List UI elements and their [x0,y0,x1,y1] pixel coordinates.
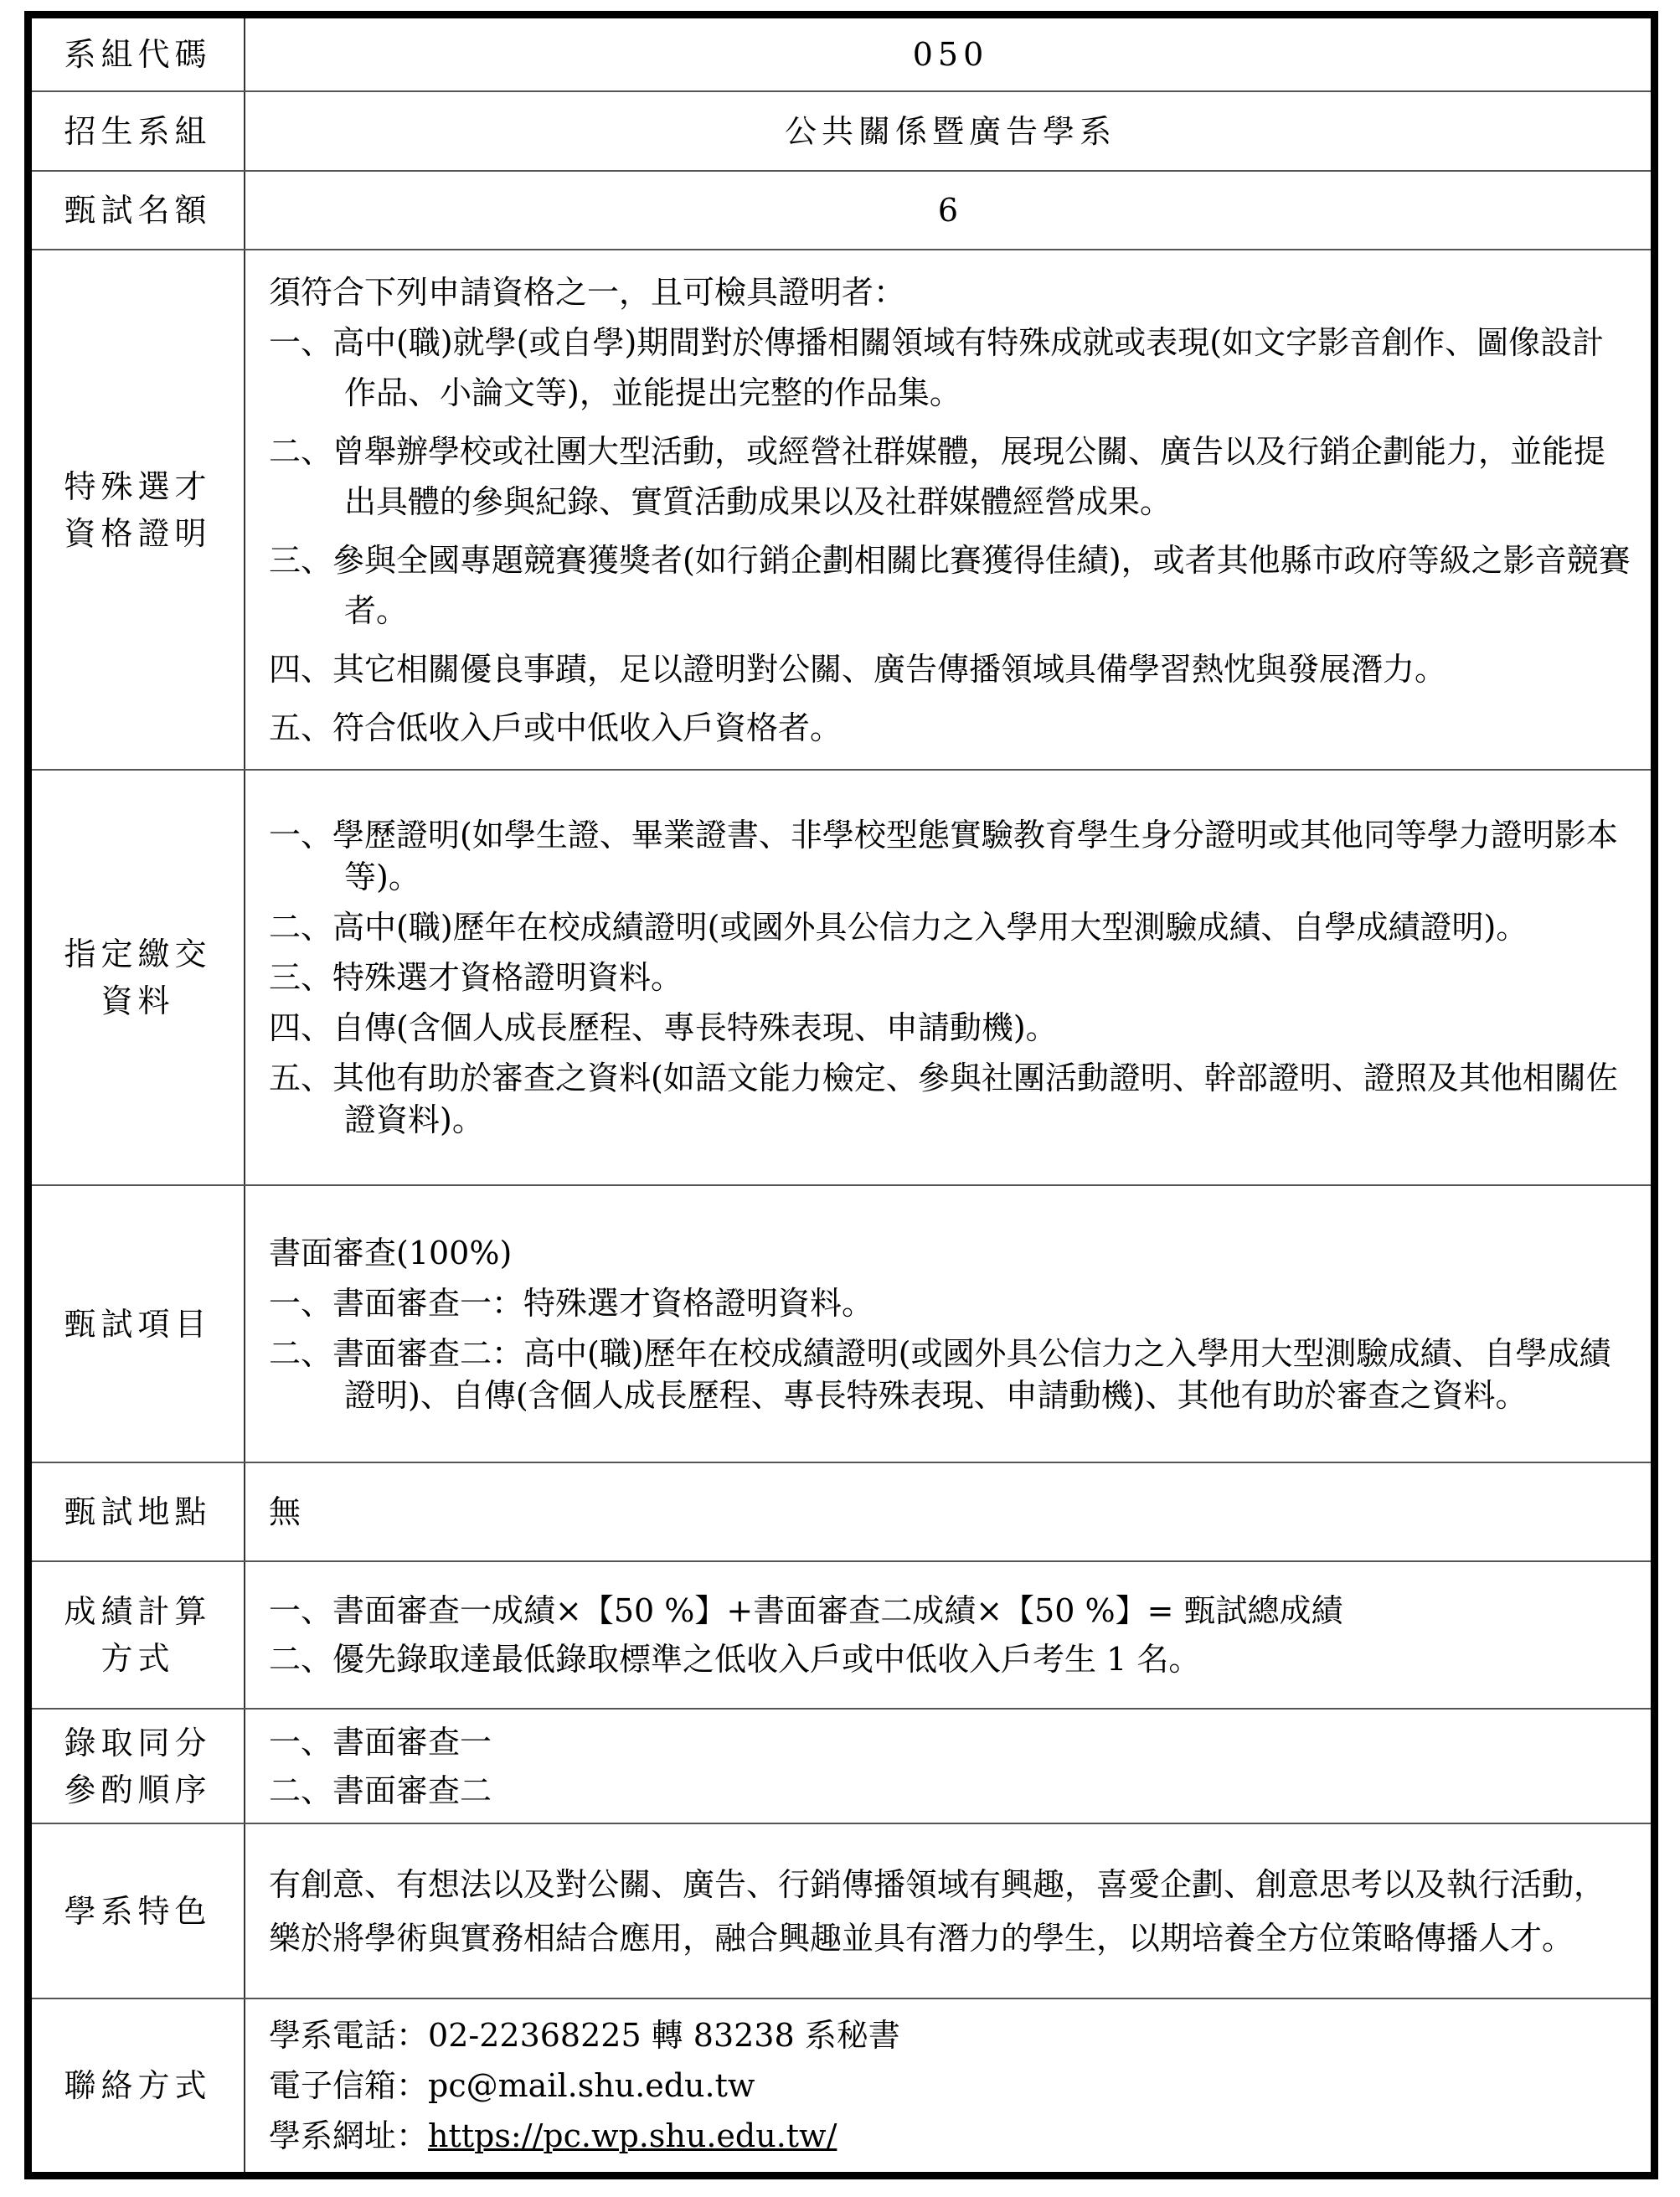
value-location: 無 [269,1493,301,1530]
admission-info-table [24,11,1658,2179]
contact-email [269,2060,1632,2111]
label-qualification-line2: 資格證明 [64,514,212,552]
value-qualification [245,250,1651,769]
row-quota [32,170,1651,249]
label-exam-items: 甄試項目 [32,1186,245,1462]
value-tiebreak [245,1710,1651,1823]
qualification-item: 五、符合低收入戶或中低收入戶資格者。 [269,709,843,746]
row-dept-name [32,90,1651,170]
label-scoring-line2: 方式 [100,1640,175,1677]
qualification-intro: 須符合下列申請資格之一，且可檢具證明者： [269,273,906,311]
label-scoring-line1: 成績計算 [64,1593,212,1630]
label-contact: 聯絡方式 [32,1999,245,2172]
value-scoring [245,1562,1651,1708]
tiebreak-item: 二、書面審查二 [269,1772,492,1809]
contact-phone-value: 02-22368225 轉 83238 系秘書 [428,2017,900,2054]
label-documents-line1: 指定繳交 [64,936,212,972]
value-documents [245,771,1651,1184]
label-documents-line2: 資料 [100,982,175,1019]
row-exam-items [32,1184,1651,1462]
document-item: 四、自傳(含個人成長歷程、專長特殊表現、申請動機)。 [269,1009,1058,1046]
row-location [32,1462,1651,1560]
row-documents [32,769,1651,1184]
label-dept-name: 招生系組 [32,92,245,170]
label-location: 甄試地點 [32,1463,245,1560]
contact-phone-label: 學系電話： [269,2017,429,2054]
label-documents [32,771,245,1184]
contact-email-label: 電子信箱： [269,2067,429,2104]
document-item: 五、其他有助於審查之資料(如語文能力檢定、參與社團活動證明、幹部證明、證照及其他相關佐證資料)。 [269,1060,1618,1138]
row-tiebreak [32,1708,1651,1823]
row-dept-code [32,18,1651,90]
scoring-item: 二、優先錄取達最低錄取標準之低收入戶或中低收入戶考生 1 名。 [269,1641,1201,1678]
exam-items-intro: 書面審查(100%) [269,1234,513,1271]
contact-email-value[interactable]: pc@mail.shu.edu.tw [428,2067,755,2104]
label-features: 學系特色 [32,1824,245,1998]
qualification-item: 二、曾舉辦學校或社團大型活動，或經營社群媒體，展現公關、廣告以及行銷企劃能力，並能提出具體的參與紀錄、實質活動成果以及社群媒體經營成果。 [269,432,1606,520]
document-item: 二、高中(職)歷年在校成績證明(或國外具公信力之入學用大型測驗成績、自學成績證明)。 [269,909,1528,946]
label-qualification [32,250,245,769]
contact-web-label: 學系網址： [269,2117,429,2154]
label-qualification-line1: 特殊選才 [64,467,212,505]
row-contact [32,1998,1651,2172]
value-dept-code: 050 [912,36,989,73]
exam-item: 二、書面審查二：高中(職)歷年在校成績證明(或國外具公信力之入學用大型測驗成績、自學成績證明)、自傳(含個人成長歷程、專長特殊表現、申請動機)、其他有助於審查之資料。 [269,1334,1611,1414]
value-exam-items [245,1186,1651,1462]
row-qualification [32,249,1651,769]
label-tiebreak [32,1710,245,1823]
value-quota: 6 [937,192,964,229]
scoring-item: 一、書面審查一成績×【50 %】+書面審查二成績×【50 %】= 甄試總成績 [269,1592,1343,1629]
label-dept-code: 系組代碼 [32,18,245,90]
contact-web [269,2111,1632,2161]
value-contact [245,1999,1651,2172]
label-scoring [32,1562,245,1708]
qualification-item: 一、高中(職)就學(或自學)期間對於傳播相關領域有特殊成就或表現(如文字影音創作、圖像設計作品、小論文等)，並能提出完整的作品集。 [269,323,1605,411]
contact-phone [269,2010,1632,2060]
document-item: 三、特殊選才資格證明資料。 [269,959,683,996]
label-tiebreak-line2: 參酌順序 [64,1771,212,1808]
exam-item: 一、書面審查一：特殊選才資格證明資料。 [269,1284,874,1322]
value-features: 有創意、有想法以及對公關、廣告、行銷傳播領域有興趣，喜愛企劃、創意思考以及執行活動，樂於將學術與實務相結合應用，融合興趣並具有潛力的學生，以期培養全方位策略傳播人才。 [269,1865,1606,1957]
row-scoring [32,1560,1651,1708]
qualification-item: 三、參與全國專題競賽獲獎者(如行銷企劃相關比賽獲得佳績)，或者其他縣市政府等級之影音競賽者。 [269,541,1631,629]
contact-web-link[interactable]: https://pc.wp.shu.edu.tw/ [428,2117,837,2154]
tiebreak-item: 一、書面審查一 [269,1723,492,1761]
label-tiebreak-line1: 錄取同分 [64,1724,212,1761]
row-features [32,1823,1651,1998]
qualification-item: 四、其它相關優良事蹟，足以證明對公關、廣告傳播領域具備學習熱忱與發展潛力。 [269,650,1447,688]
value-dept-name: 公共關係暨廣告學系 [784,112,1116,150]
document-item: 一、學歷證明(如學生證、畢業證書、非學校型態實驗教育學生身分證明或其他同等學力證明影本等)。 [269,817,1618,895]
label-quota: 甄試名額 [32,172,245,249]
